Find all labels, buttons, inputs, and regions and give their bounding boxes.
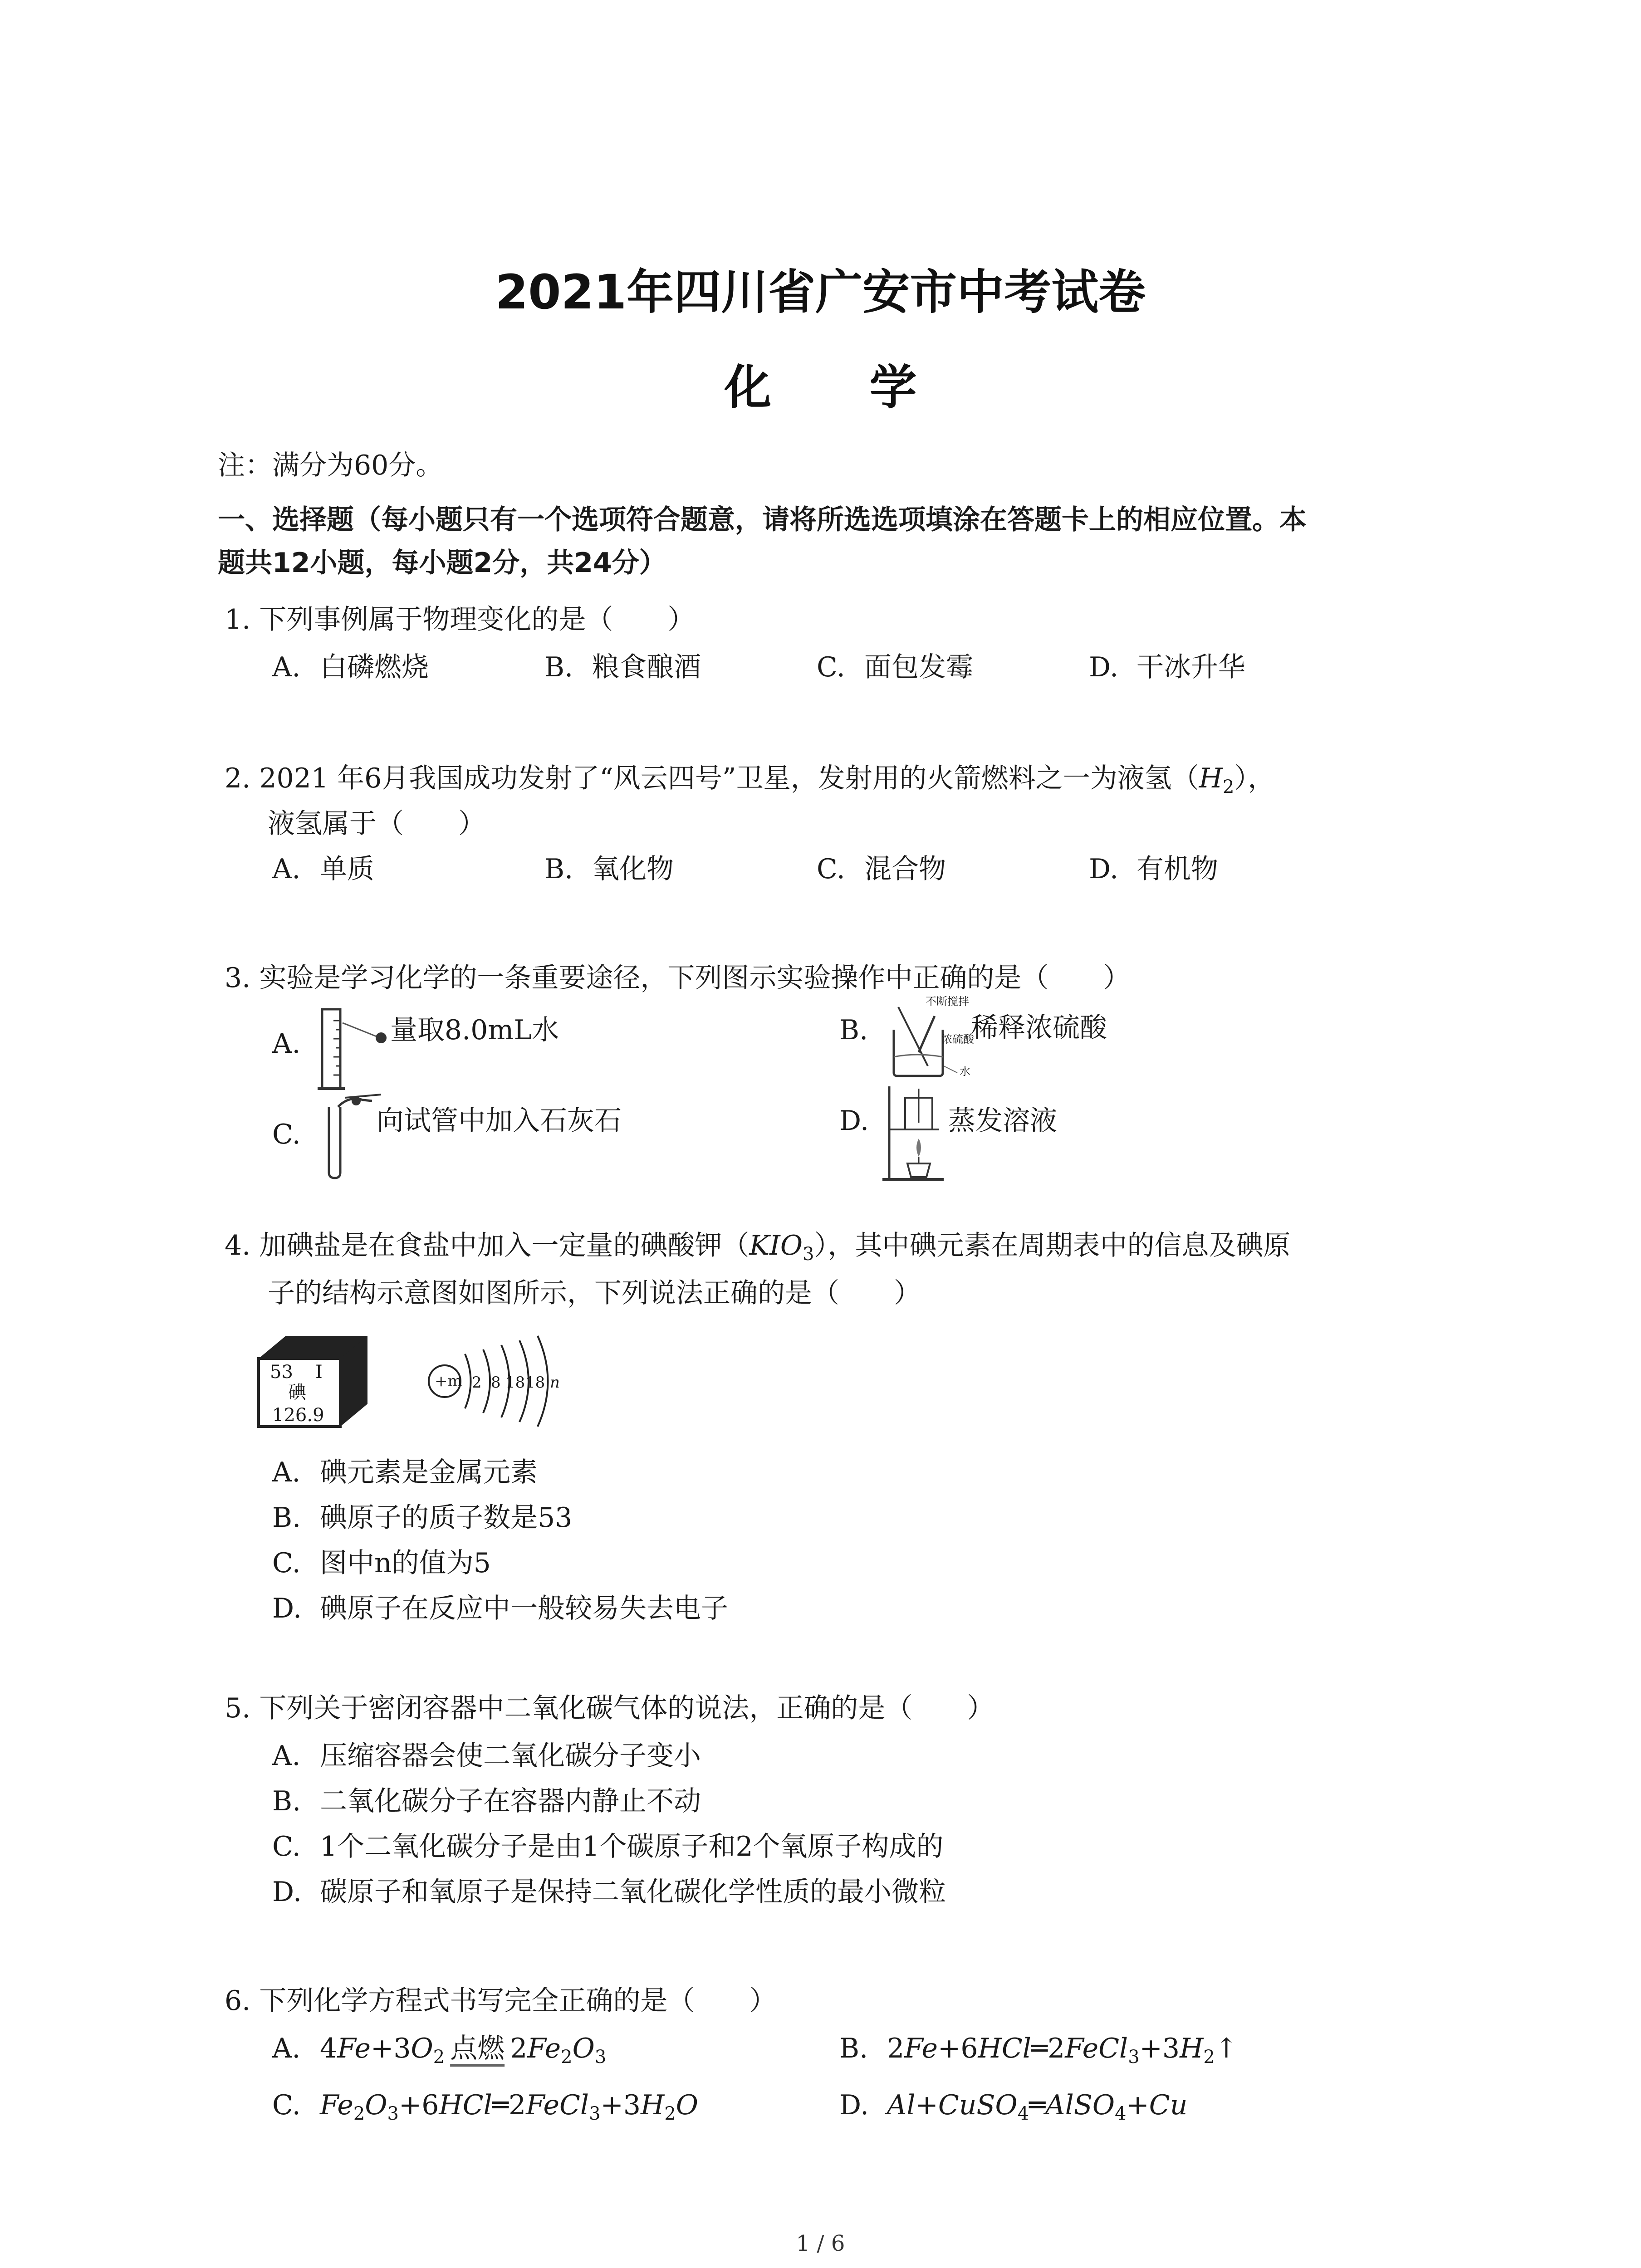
q1-option-c: C. 面包发霉: [817, 651, 973, 683]
q6-option-b: B. $2Fe+6HCl═2FeCl_3+3H_2↑$: [839, 2033, 1238, 2068]
q4-option-a: A. 碘元素是金属元素: [272, 1457, 538, 1488]
q5-stem: 5. 下列关于密闭容器中二氧化碳气体的说法，正确的是（ ）: [225, 1692, 994, 1724]
q6-option-d: D. Al+CuSO$_4$═AlSO$_4$+Cu: [839, 2089, 1188, 2124]
q2-stem-line2: 液氢属于（ ）: [268, 808, 485, 840]
score-note: 注：满分为60分。: [218, 450, 443, 481]
q2-option-a: A. 单质: [272, 853, 374, 885]
q3-option-b-fig-label-top: 不断搅拌: [926, 995, 969, 1008]
q6-stem: 6. 下列化学方程式书写完全正确的是（ ）: [225, 1985, 777, 2017]
q5-option-d: D. 碳原子和氧原子是保持二氧化碳化学性质的最小微粒: [272, 1876, 946, 1908]
element-atomic-number: 53: [270, 1362, 293, 1383]
q3-option-b-text: 稀释浓硫酸: [971, 1012, 1107, 1044]
subject-title: 化 学: [724, 360, 958, 415]
q4-stem-line1: 4. 加碘盐是在食盐中加入一定量的碘酸钾$(KIO_3)$，其中碘元素在周期表中的信息及碘原: [225, 1230, 1291, 1265]
q2-option-b: B. 氧化物: [544, 853, 674, 885]
q6-option-c: C. $Fe_2O_3+6HCl═2FeCl_3+3H_2O$: [272, 2089, 698, 2124]
element-mass: 126.9: [272, 1405, 324, 1426]
q6-option-a: A. $4Fe+3O_2$ 点燃 $2Fe_2O_3$: [272, 2033, 607, 2068]
q3-option-a-label: A.: [272, 1028, 301, 1060]
q2-option-c: C. 混合物: [817, 853, 946, 885]
atom-shell-1: 2: [472, 1374, 482, 1392]
q5-option-a: A. 压缩容器会使二氧化碳分子变小: [272, 1740, 701, 1772]
q2-stem-line1: 2. 2021 年6月我国成功发射了“风云四号”卫星，发射用的火箭燃料之一为液氢$(H_2)$，: [225, 763, 1275, 797]
page-number: 1 / 6: [796, 2231, 845, 2256]
q1-option-b: B. 粮食酿酒: [544, 651, 701, 683]
q3-option-b-fig-label-mid: 浓硫酸: [941, 1033, 974, 1046]
exam-title: 2021年四川省广安市中考试卷: [495, 264, 1146, 320]
q4-stem-line2: 子的结构示意图如图所示，下列说法正确的是（ ）: [268, 1277, 921, 1309]
q5-option-b: B. 二氧化碳分子在容器内静止不动: [272, 1785, 701, 1817]
element-symbol: I: [315, 1362, 323, 1383]
q1-option-d: D. 干冰升华: [1089, 651, 1245, 683]
q3-option-d-text: 蒸发溶液: [948, 1105, 1057, 1137]
element-name: 碘: [288, 1382, 306, 1403]
atom-shell-4: 18: [525, 1374, 545, 1392]
q3-option-b-label: B.: [839, 1014, 868, 1046]
q3-option-c-label: C.: [272, 1119, 301, 1150]
section-heading-line2: 题共12小题，每小题2分，共24分）: [218, 547, 666, 579]
q2-option-d: D. 有机物: [1089, 853, 1218, 885]
q1-option-a: A. 白磷燃烧: [272, 651, 429, 683]
q3-option-a-text: 量取8.0mL水: [390, 1014, 559, 1046]
q4-option-b: B. 碘原子的质子数是53: [272, 1502, 573, 1534]
q3-option-d-label: D.: [839, 1105, 869, 1137]
measuring-cylinder-icon: [313, 1002, 390, 1093]
q1-stem: 1. 下列事例属于物理变化的是（ ）: [225, 604, 695, 635]
q3-option-b-fig-label-bot: 水: [960, 1065, 970, 1078]
atom-shell-5: n: [550, 1374, 560, 1392]
q5-option-c: C. 1个二氧化碳分子是由1个碳原子和2个氧原子构成的: [272, 1831, 944, 1862]
atom-shell-3: 18: [505, 1374, 525, 1392]
atom-shell-2: 8: [491, 1374, 501, 1392]
q4-option-d: D. 碘原子在反应中一般较易失去电子: [272, 1593, 728, 1624]
q3-option-c-text: 向试管中加入石灰石: [377, 1105, 622, 1137]
evaporation-setup-icon: [880, 1080, 953, 1184]
atom-nucleus-charge: +m: [435, 1372, 462, 1390]
q3-stem: 3. 实验是学习化学的一条重要途径，下列图示实验操作中正确的是（ ）: [225, 962, 1131, 994]
q4-option-c: C. 图中n的值为5: [272, 1547, 491, 1579]
section-heading-line1: 一、选择题（每小题只有一个选项符合题意，请将所选选项填涂在答题卡上的相应位置。本: [218, 504, 1307, 536]
